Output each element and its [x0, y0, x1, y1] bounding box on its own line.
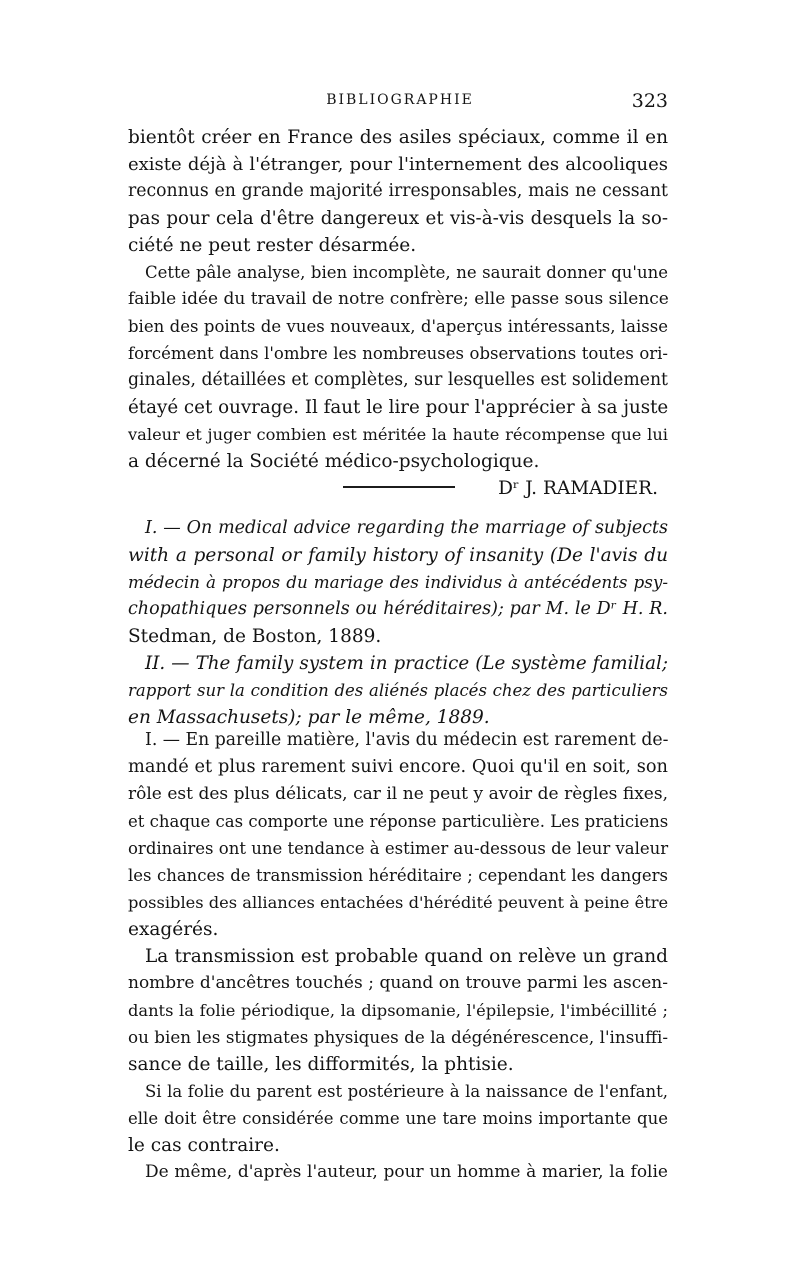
text-line: Cette pâle analyse, bien incomplète, ne saurait donner qu'une	[145, 263, 668, 282]
citation-line: I. — On medical advice regarding the marriage of subjects	[145, 518, 668, 538]
text-line: dants la folie périodique, la dipsomanie, l'épilepsie, l'imbécillité ;	[128, 1001, 668, 1020]
citation-line: with a personal or family history of insanity (De l'avis du	[128, 545, 668, 566]
citation-line: médecin à propos du mariage des individus à antécédents psy-	[128, 572, 668, 592]
running-head	[0, 92, 800, 118]
text-line: étayé cet ouvrage. Il faut le lire pour l'apprécier à sa juste	[128, 397, 669, 418]
text-line: mandé et plus rarement suivi encore. Quoi qu'il en soit, son	[128, 757, 668, 777]
text-line: existe déjà à l'étranger, pour l'internement des alcooliques	[128, 154, 668, 175]
text-line: faible idée du travail de notre confrère; elle passe sous silence	[128, 289, 669, 309]
text-line: La transmission est probable quand on relève un grand	[145, 946, 668, 967]
text-line: rôle est des plus délicats, car il ne peut y avoir de règles fixes,	[128, 784, 668, 804]
citation-line: Stedman, de Boston, 1889.	[128, 626, 382, 647]
text-line: valeur et juger combien est méritée la haute récompense que lui	[128, 425, 668, 444]
text-line: forcément dans l'ombre les nombreuses observations toutes ori-	[128, 344, 668, 363]
running-title: BIBLIOGRAPHIE	[326, 92, 474, 108]
section-divider	[343, 486, 455, 488]
citation-line: rapport sur la condition des aliénés placés chez des particuliers	[128, 681, 668, 700]
citations	[128, 515, 668, 731]
text-line: ou bien les stigmates physiques de la dégénérescence, l'insuffi-	[128, 1027, 668, 1047]
text-line: exagérés.	[128, 919, 219, 940]
text-line: et chaque cas comporte une réponse particulière. Les praticiens	[128, 812, 669, 831]
text-line: ciété ne peut rester désarmée.	[128, 235, 417, 256]
text-line: bientôt créer en France des asiles spéciaux, comme il en	[128, 127, 668, 148]
text-line: sance de taille, les difformités, la phtisie.	[128, 1054, 514, 1075]
text-line: I. — En pareille matière, l'avis du médecin est rarement de-	[145, 730, 669, 750]
text-line: elle doit être considérée comme une tare moins importante que	[128, 1109, 668, 1128]
text-line: nombre d'ancêtres touchés ; quand on trouve parmi les ascen-	[128, 973, 668, 993]
review-ramadier-end	[128, 124, 668, 502]
text-line: le cas contraire.	[128, 1135, 280, 1156]
author-signature: Dʳ J. RAMADIER.	[498, 478, 658, 499]
citation-line: II. — The family system in practice (Le système familial;	[145, 653, 668, 674]
citation-line: chopathiques personnels ou héréditaires); par M. le Dʳ H. R.	[128, 599, 668, 619]
citation-line: en Massachusets); par le même, 1889.	[128, 707, 490, 728]
text-line: reconnus en grande majorité irresponsables, mais ne cessant	[128, 181, 668, 201]
page-number: 323	[631, 90, 668, 112]
text-line: les chances de transmission héréditaire ; cependant les dangers	[128, 866, 668, 885]
review-body	[128, 727, 668, 1186]
text-line: ordinaires ont une tendance à estimer au-dessous de leur valeur	[128, 839, 669, 858]
text-line: a décerné la Société médico-psychologique.	[128, 451, 540, 472]
text-line: De même, d'après l'auteur, pour un homme à marier, la folie	[145, 1162, 668, 1182]
text-line: bien des points de vues nouveaux, d'aperçus intéressants, laisse	[128, 317, 668, 336]
text-line: possibles des alliances entachées d'hérédité peuvent à peine être	[128, 893, 669, 912]
text-line: Si la folie du parent est postérieure à la naissance de l'enfant,	[145, 1082, 668, 1101]
text-line: pas pour cela d'être dangereux et vis-à-vis desquels la so-	[128, 208, 668, 229]
text-line: ginales, détaillées et complètes, sur lesquelles est solidement	[128, 370, 668, 390]
